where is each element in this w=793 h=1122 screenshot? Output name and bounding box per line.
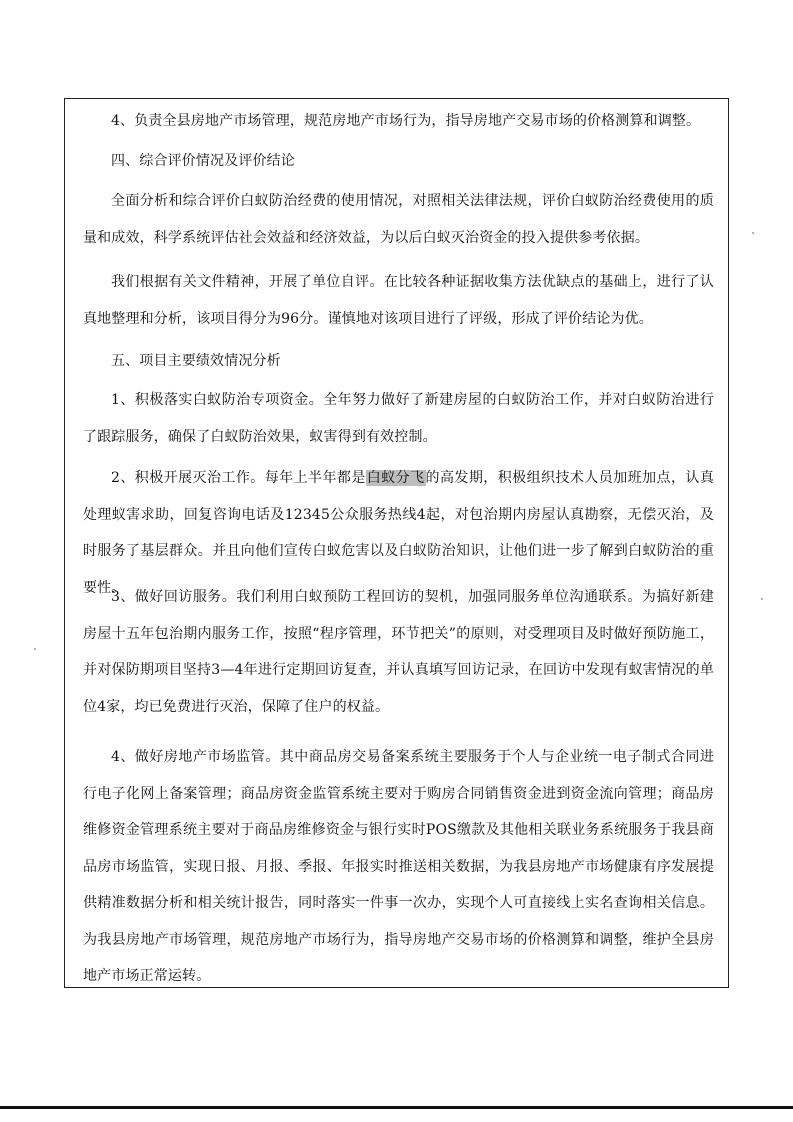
section-heading-evaluation-conclusion: 四、综合评价情况及评价结论 — [111, 153, 295, 169]
document-frame — [64, 98, 729, 988]
paragraph-performance-item-2-rest: 的高发期，积极组织技术人员加班加点，认真处理蚁害求助，回复咨询电话及12345公众服务热线4起，对包治期内房屋认真勘察，无偿灭治，及时服务了基层群众。并且向他们宣传白蚁危害以及白蚁防治知识，让他们进一步了解到白蚁防治的重要性。 — [83, 470, 714, 596]
scan-speck — [752, 232, 754, 234]
page-bottom-rule — [0, 1106, 793, 1109]
paragraph-self-evaluation: 我们根据有关文件精神，开展了单位自评。在比较各种证据收集方法优缺点的基础上，进行了认真地整理和分析，该项目得分为96分。谨慎地对该项目进行了评级，形成了评价结论为优。 — [83, 274, 714, 327]
section-heading-performance-analysis: 五、项目主要绩效情况分析 — [111, 353, 281, 369]
highlighted-text: 白蚁分飞 — [366, 470, 425, 486]
scan-speck — [761, 598, 763, 600]
paragraph-evaluation-analysis: 全面分析和综合评价白蚁防治经费的使用情况，对照相关法律法规，评价白蚁防治经费使用的质量和成效，科学系统评估社会效益和经济效益，为以后白蚁灭治资金的投入提供参考依据。 — [83, 193, 714, 246]
paragraph-performance-item-3: 3、做好回访服务。我们利用白蚁预防工程回访的契机，加强同服务单位沟通联系。为搞好新建房屋十五年包治期内服务工作，按照“程序管理，环节把关”的原则，对受理项目及时做好预防施工，并对保防期项目坚持3—4年进行定期回访复查，并认真填写回访记录，在回访中发现有蚁害情况的单位4家，均已免费进行灭治，保障了住户的权益。 — [83, 589, 714, 715]
paragraph-duty-4: 4、负责全县房地产市场管理，规范房地产市场行为，指导房地产交易市场的价格测算和调整。 — [111, 113, 701, 129]
paragraph-performance-item-1: 1、积极落实白蚁防治专项资金。全年努力做好了新建房屋的白蚁防治工作，并对白蚁防治进行了跟踪服务，确保了白蚁防治效果，蚁害得到有效控制。 — [83, 392, 714, 445]
paragraph-performance-item-2-lead: 2、积极开展灭治工作。每年上半年都是 — [111, 470, 366, 486]
paragraph-performance-item-4: 4、做好房地产市场监管。其中商品房交易备案系统主要服务于个人与企业统一电子制式合同进行电子化网上备案管理；商品房资金监管系统主要对于购房合同销售资金进到资金流向管理；商品房维修资金管理系统主要对于商品房维修资金与银行实时POS缴款及其他相关联业务系统服务于我县商品房市场监管，实现日报、月报、季报、年报实时推送相关数据，为我县房地产市场健康有序发展提供精准数据分析和相关统计报告，同时落实一件事一次办，实现个人可直接线上实名查询相关信息。为我县房地产市场管理，规范房地产市场行为，指导房地产交易市场的价格测算和调整，维护全县房地产市场正常运转。 — [83, 749, 714, 984]
scan-speck — [34, 648, 36, 650]
document-body — [65, 99, 728, 987]
